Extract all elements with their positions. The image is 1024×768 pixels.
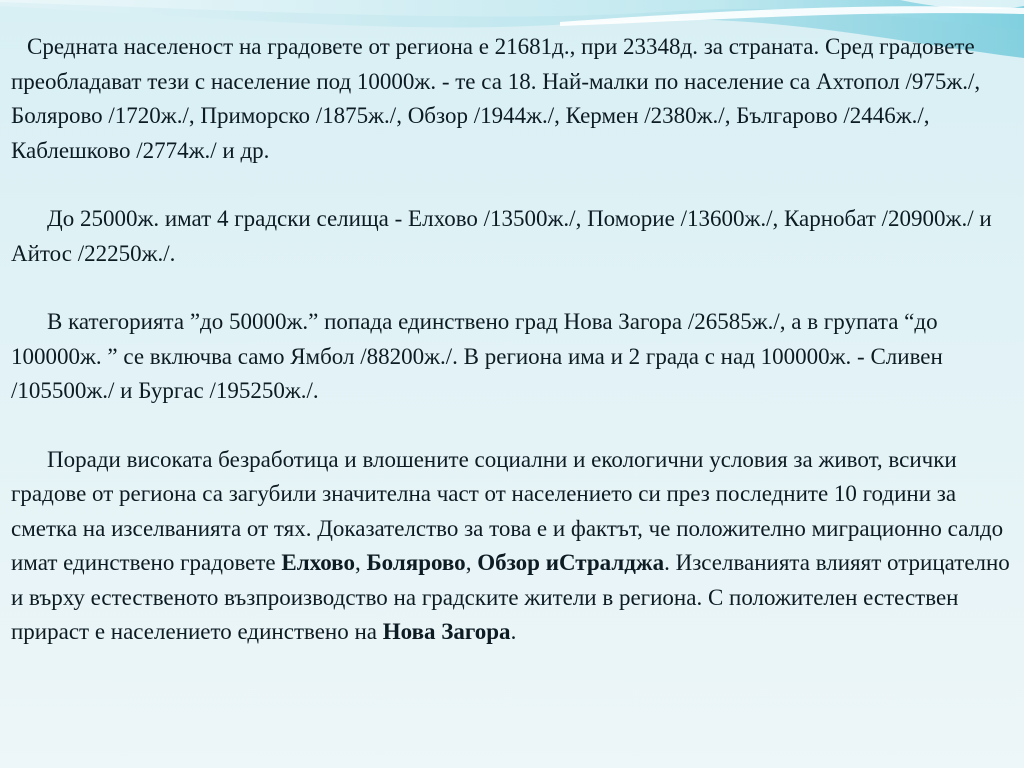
paragraph-migration — [11, 443, 1014, 650]
paragraph-gap — [11, 271, 1014, 305]
towns-obzor-straldzha: Обзор иСтралджа — [477, 550, 665, 575]
migration-text-2: . Изселванията влияят отрицателно и върху естественото възпроизводство на градските жители в региона. С положителен естествен прираст е населението единствено на — [11, 550, 1010, 644]
paragraph-categories: В категорията ”до 50000ж.” попада единствено град Нова Загора /26585ж./, а в групата “до 100000ж. ” се включва само Ямбол /88200ж./. В региона има и 2 града с над 100000ж. - Сливен /105500ж./ и Бургас /195250ж./. — [11, 309, 943, 403]
paragraph-gap — [11, 409, 1014, 443]
town-bolyarovo: Болярово — [366, 550, 466, 575]
separator: , — [465, 550, 478, 575]
town-elhovo: Елхово — [281, 550, 355, 575]
town-nova-zagora: Нова Загора — [382, 619, 511, 644]
paragraph-average-population: Средната населеност на градовете от региона е 21681д., при 23348д. за страната. Сред градовете преобладават тези с население под 10000ж. - те са 18. Най-малки по население са Ахтопол /975ж./, Болярово /1720ж./, Приморско /1875ж./, Обзор /1944ж./, Кермен /2380ж./, Българово /2446ж./, Каблешково /2774ж./ и др. — [11, 34, 981, 163]
separator: , — [354, 550, 367, 575]
migration-text-3: . — [510, 619, 517, 644]
paragraph-gap — [11, 168, 1014, 202]
migration-text-1: Поради високата безработица и влошените социални и екологични условия за живот, всички градове от региона са загубили значителна част от населението си през последните 10 години за сметка на изселванията от тях. Доказателство за това е и фактът, че положително миграционно салдо имат единствено градовете — [11, 446, 1004, 575]
slide-body — [11, 30, 1014, 650]
paragraph-up-to-25000: До 25000ж. имат 4 градски селища - Елхово /13500ж./, Поморие /13600ж./, Карнобат /20900ж./ и Айтос /22250ж./. — [11, 206, 992, 266]
